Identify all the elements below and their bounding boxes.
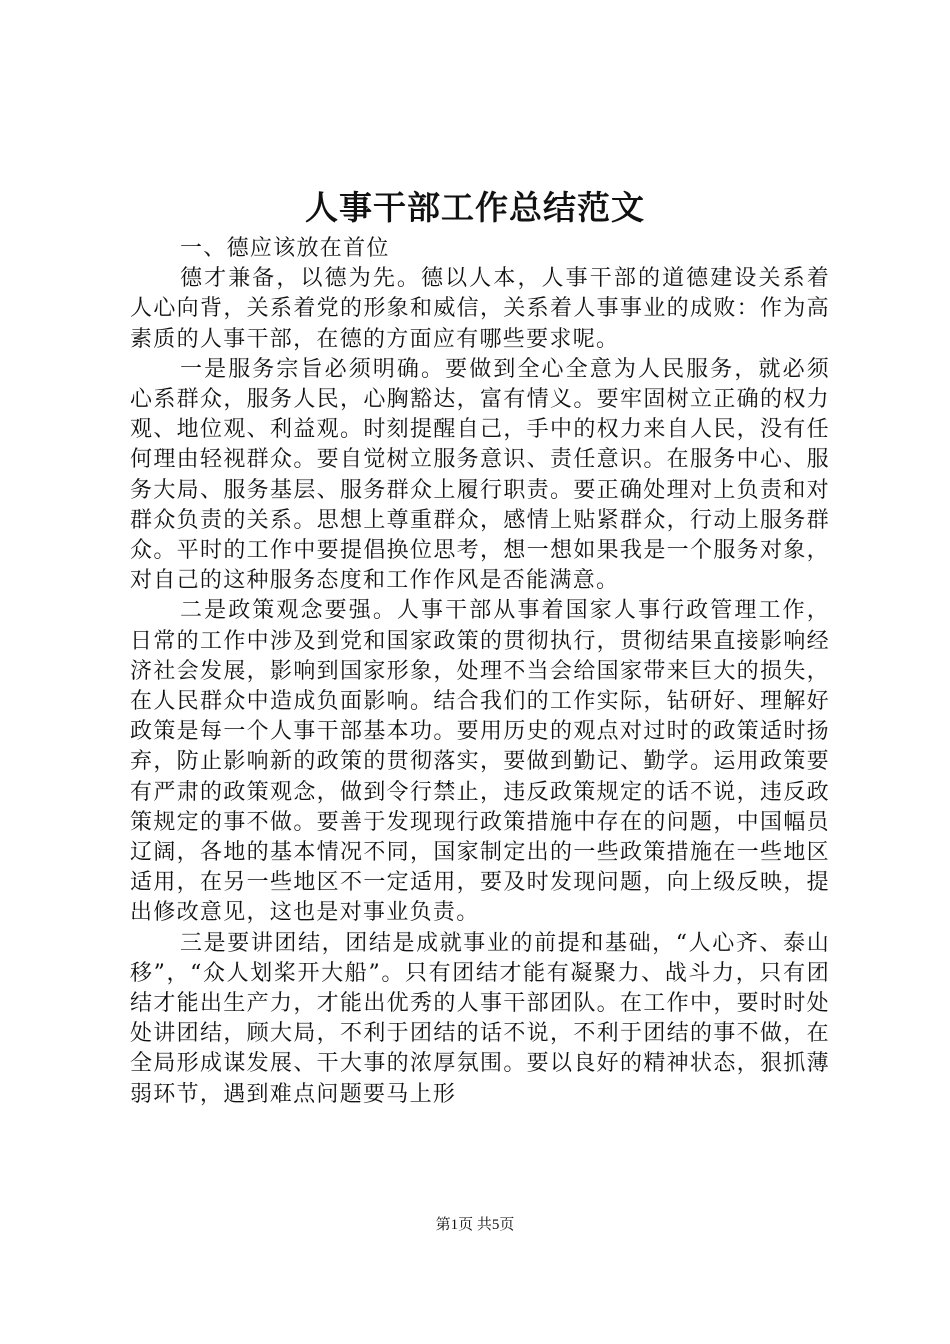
document-body	[130, 234, 830, 1110]
page-footer: 第1页 共5页	[435, 1217, 515, 1233]
body-paragraph: 二是政策观念要强。人事干部从事着国家人事行政管理工作，日常的工作中涉及到党和国家政策的贯彻执行，贯彻结果直接影响经济社会发展，影响到国家形象，处理不当会给国家带来巨大的损失，在人民群众中造成负面影响。结合我们的工作实际，钻研好、理解好政策是每一个人事干部基本功。要用历史的观点对过时的政策适时扬弃，防止影响新的政策的贯彻落实，要做到勤记、勤学。运用政策要有严肃的政策观念，做到令行禁止，违反政策规定的话不说，违反政策规定的事不做。要善于发现现行政策措施中存在的问题，中国幅员辽阔，各地的基本情况不同，国家制定出的一些政策措施在一些地区适用，在另一些地区不一定适用，要及时发现问题，向上级反映，提出修改意见，这也是对事业负责。	[130, 598, 830, 926]
section-heading: 一、德应该放在首位	[180, 236, 390, 261]
body-paragraph: 德才兼备，以德为先。德以人本，人事干部的道德建设关系着人心向背，关系着党的形象和威信，关系着人事事业的成败：作为高素质的人事干部，在德的方面应有哪些要求呢。	[130, 266, 830, 352]
body-paragraph: 一是服务宗旨必须明确。要做到全心全意为人民服务，就必须心系群众，服务人民，心胸豁达，富有情义。要牢固树立正确的权力观、地位观、利益观。时刻提醒自己，手中的权力来自人民，没有任何理由轻视群众。要自觉树立服务意识、责任意识。在服务中心、服务大局、服务基层、服务群众上履行职责。要正确处理对上负责和对群众负责的关系。思想上尊重群众，感情上贴紧群众，行动上服务群众。平时的工作中要提倡换位思考，想一想如果我是一个服务对象，对自己的这种服务态度和工作作风是否能满意。	[130, 356, 830, 594]
document-title: 人事干部工作总结范文	[305, 188, 645, 227]
body-paragraph: 三是要讲团结，团结是成就事业的前提和基础，“人心齐、泰山移”，“众人划桨开大船”。只有团结才能有凝聚力、战斗力，只有团结才能出生产力，才能出优秀的人事干部团队。在工作中，要时时处处讲团结，顾大局，不利于团结的话不说，不利于团结的事不做，在全局形成谋发展、干大事的浓厚氛围。要以良好的精神状态，狠抓薄弱环节，遇到难点问题要马上形	[130, 930, 830, 1107]
